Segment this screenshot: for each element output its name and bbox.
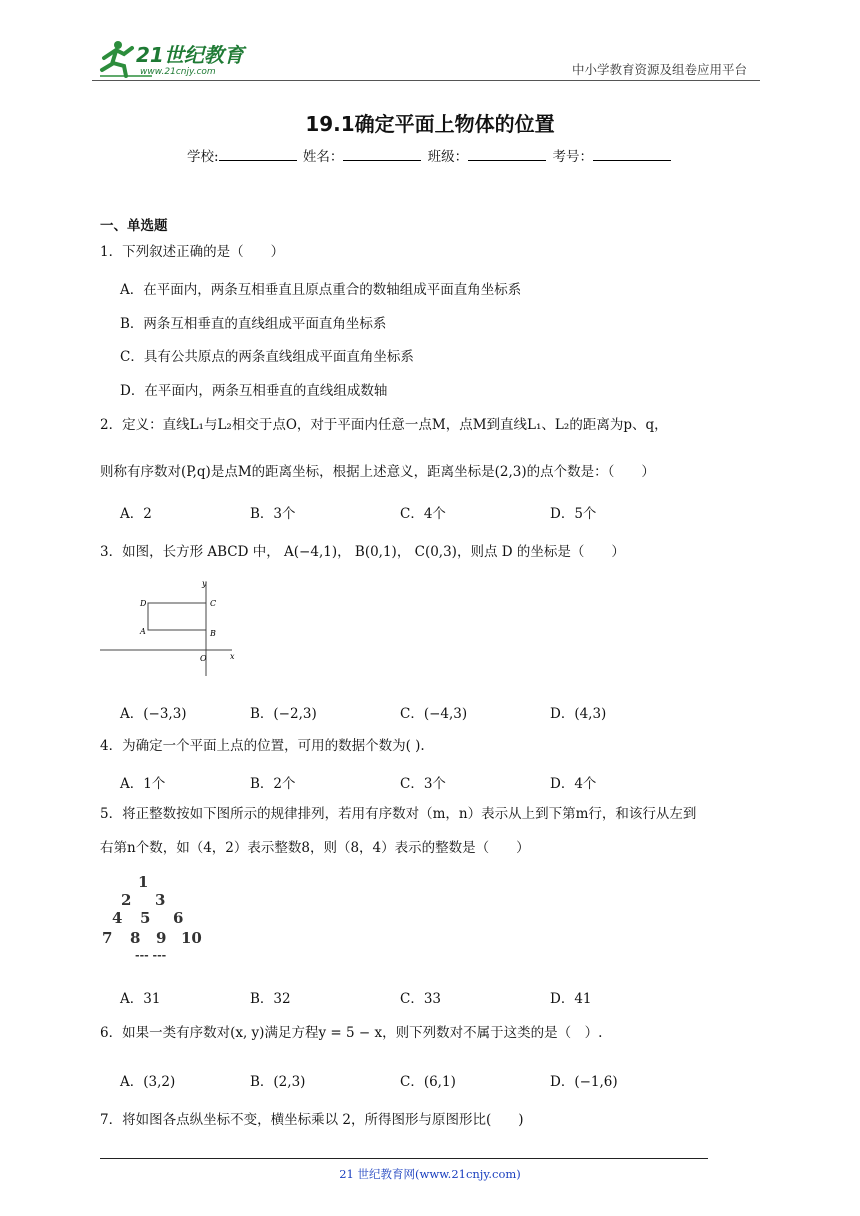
q4-option-a[interactable]: A．1个 bbox=[120, 776, 166, 792]
tri-num: 3 bbox=[155, 891, 166, 909]
q5-option-a[interactable]: A．31 bbox=[120, 991, 161, 1007]
logo-url: www.21cnjy.com bbox=[140, 67, 216, 77]
field-class-label: 班级： bbox=[427, 149, 469, 165]
q3-option-d[interactable]: D．(4,3) bbox=[550, 706, 607, 722]
q5-option-c[interactable]: C．33 bbox=[400, 991, 442, 1007]
header-divider bbox=[92, 80, 760, 81]
q6-option-c[interactable]: C．(6,1) bbox=[400, 1074, 456, 1090]
tri-num: 2 bbox=[121, 891, 132, 909]
label-b: B bbox=[210, 629, 216, 638]
label-o: O bbox=[200, 654, 207, 663]
question-7-stem: 7．将如图各点纵坐标不变，横坐标乘以 2，所得图形与原图形比( ) bbox=[100, 1112, 524, 1128]
q3-option-b[interactable]: B．(−2,3) bbox=[250, 706, 317, 722]
question-2-stem-line2: 则称有序数对(P,q)是点M的距离坐标，根据上述意义，距离坐标是(2,3)的点个数是：（ ） bbox=[100, 464, 655, 480]
student-info-fields bbox=[0, 145, 860, 165]
tri-num: 8 bbox=[130, 929, 141, 947]
q2-option-c[interactable]: C．4个 bbox=[400, 506, 446, 522]
footer-divider bbox=[100, 1158, 708, 1159]
q3-option-a[interactable]: A．(−3,3) bbox=[120, 706, 187, 722]
platform-name: 中小学教育资源及组卷应用平台 bbox=[572, 62, 748, 77]
tri-ellipsis: --- --- bbox=[135, 949, 167, 962]
q5-option-b[interactable]: B．32 bbox=[250, 991, 291, 1007]
number-triangle-figure bbox=[100, 872, 210, 964]
site-logo bbox=[92, 36, 262, 80]
q2-option-b[interactable]: B．3个 bbox=[250, 506, 296, 522]
q6-option-d[interactable]: D．(−1,6) bbox=[550, 1074, 618, 1090]
question-4-stem: 4．为确定一个平面上点的位置，可用的数据个数为( ). bbox=[100, 738, 425, 754]
tri-num: 4 bbox=[112, 909, 123, 927]
question-2-stem-line1: 2．定义：直线L₁与L₂相交于点O，对于平面内任意一点M，点M到直线L₁、L₂的距离为p、q， bbox=[100, 417, 668, 433]
tri-num: 10 bbox=[181, 929, 202, 947]
label-y: y bbox=[202, 579, 207, 588]
logo-text: 21世纪教育 bbox=[136, 43, 244, 67]
runner-icon bbox=[102, 41, 132, 76]
tri-num: 5 bbox=[140, 909, 151, 927]
question-6-stem: 6．如果一类有序数对(x, y)满足方程y = 5 − x，则下列数对不属于这类的是（ ）. bbox=[100, 1025, 603, 1041]
field-examno-label: 考号： bbox=[552, 149, 593, 165]
q4-option-d[interactable]: D．4个 bbox=[550, 776, 597, 792]
field-examno-blank[interactable] bbox=[593, 147, 671, 161]
q1-option-c[interactable]: C．具有公共原点的两条直线组成平面直角坐标系 bbox=[120, 349, 414, 365]
tri-num: 1 bbox=[138, 873, 149, 891]
q4-option-c[interactable]: C．3个 bbox=[400, 776, 446, 792]
page-title: 19.1确定平面上物体的位置 bbox=[305, 112, 555, 136]
question-5-stem-line1: 5．将正整数按如下图所示的规律排列，若用有序数对（m，n）表示从上到下第m行，和该行从左到 bbox=[100, 806, 697, 822]
field-school-label: 学校: bbox=[187, 149, 219, 165]
q5-option-d[interactable]: D．41 bbox=[550, 991, 592, 1007]
q1-option-d[interactable]: D．在平面内，两条互相垂直的直线组成数轴 bbox=[120, 383, 388, 399]
q2-option-a[interactable]: A．2 bbox=[120, 506, 152, 522]
tri-num: 7 bbox=[102, 929, 113, 947]
q6-option-a[interactable]: A．(3,2) bbox=[120, 1074, 176, 1090]
q4-option-b[interactable]: B．2个 bbox=[250, 776, 296, 792]
section-heading: 一、单选题 bbox=[100, 218, 168, 234]
q2-option-d[interactable]: D．5个 bbox=[550, 506, 597, 522]
tri-num: 6 bbox=[173, 909, 184, 927]
rectangle-coordinate-figure bbox=[100, 578, 240, 678]
label-a: A bbox=[140, 627, 146, 636]
question-3-stem: 3．如图，长方形 ABCD 中， A(−4,1)， B(0,1)， C(0,3)，则点 D 的坐标是（ ） bbox=[100, 544, 625, 560]
label-x: x bbox=[230, 652, 235, 661]
question-1-stem: 1．下列叙述正确的是（ ） bbox=[100, 244, 285, 260]
label-d: D bbox=[140, 599, 147, 608]
footer-link[interactable]: 21 世纪教育网(www.21cnjy.com) bbox=[339, 1167, 521, 1181]
field-class-blank[interactable] bbox=[468, 147, 546, 161]
field-name-label: 姓名： bbox=[302, 149, 344, 165]
label-c: C bbox=[210, 599, 217, 608]
field-school-blank[interactable] bbox=[219, 147, 297, 161]
q1-option-a[interactable]: A．在平面内，两条互相垂直且原点重合的数轴组成平面直角坐标系 bbox=[120, 282, 522, 298]
field-name-blank[interactable] bbox=[343, 147, 421, 161]
question-5-stem-line2: 右第n个数，如（4，2）表示整数8，则（8，4）表示的整数是（ ） bbox=[100, 840, 530, 856]
q3-option-c[interactable]: C．(−4,3) bbox=[400, 706, 468, 722]
rectangle-abcd bbox=[148, 603, 206, 630]
q1-option-b[interactable]: B．两条互相垂直的直线组成平面直角坐标系 bbox=[120, 316, 387, 332]
tri-num: 9 bbox=[156, 929, 167, 947]
q6-option-b[interactable]: B．(2,3) bbox=[250, 1074, 306, 1090]
